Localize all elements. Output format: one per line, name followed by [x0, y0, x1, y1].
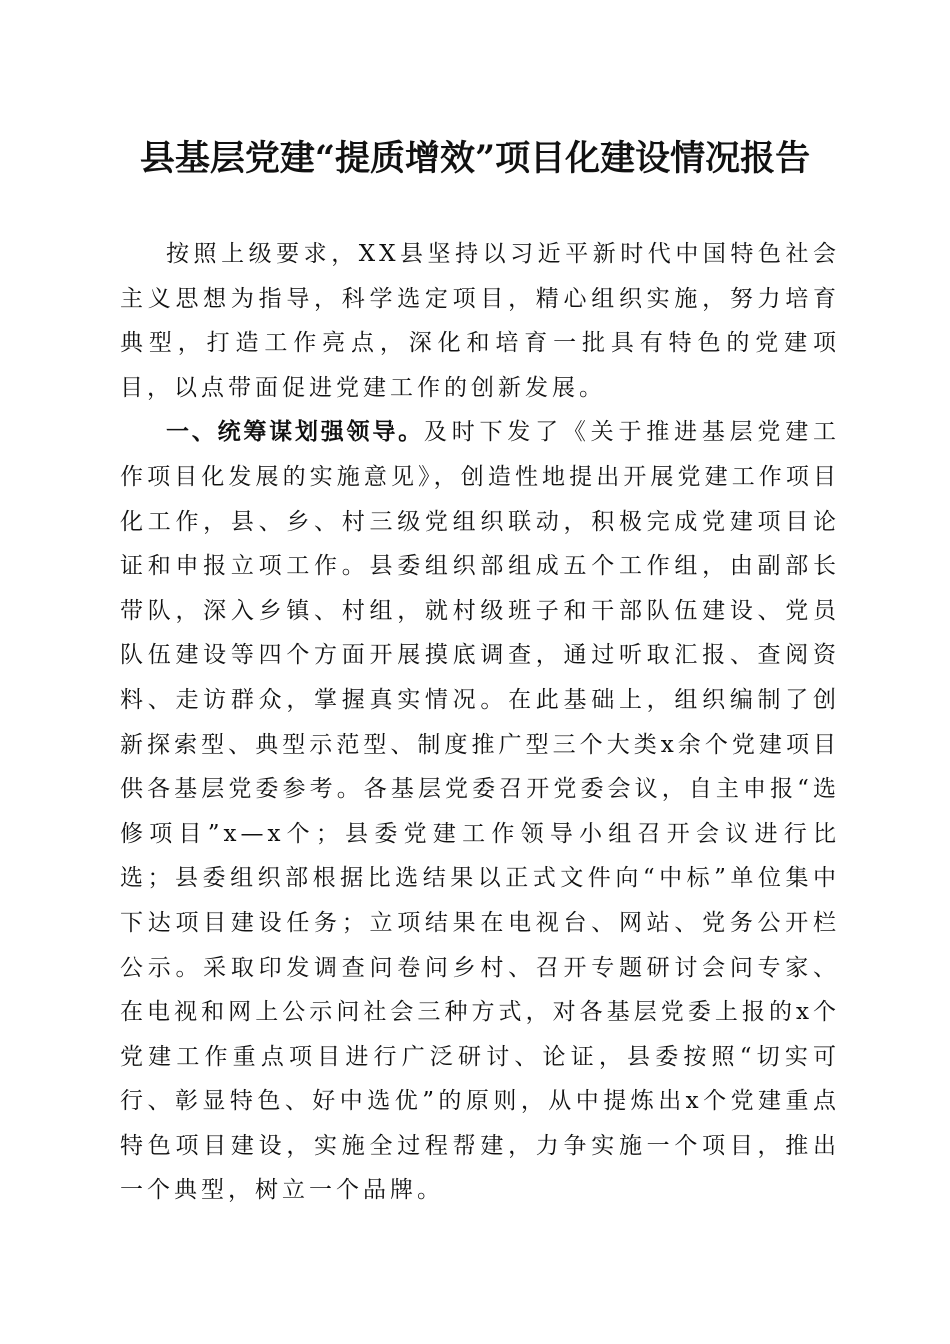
- section-1-paragraph: [120, 410, 840, 1213]
- document-title: 县基层党建“提质增效”项目化建设情况报告: [139, 138, 811, 179]
- section-1-heading: 一、统筹谋划强领导。: [166, 419, 424, 446]
- section-1-text: 及时下发了《关于推进基层党建工作项目化发展的实施意见》，创造性地提出开展党建工作项目化工作，县、乡、村三级党组织联动，积极完成党建项目论证和申报立项工作。县委组织部组成五个工作组，由副部长带队，深入乡镇、村组，就村级班子和干部队伍建设、党员队伍建设等四个方面开展摸底调查，通过听取汇报、查阅资料、走访群众，掌握真实情况。在此基础上，组织编制了创新探索型、典型示范型、制度推广型三个大类x余个党建项目供各基层党委参考。各基层党委召开党委会议，自主申报“选修项目”x—x个；县委党建工作领导小组召开会议进行比选；县委组织部根据比选结果以正式文件向“中标”单位集中下达项目建设任务；立项结果在电视台、网站、党务公开栏公示。采取印发调查问卷问乡村、召开专题研讨会问专家、在电视和网上公示问社会三种方式，对各基层党委上报的x个党建工作重点项目进行广泛研讨、论证，县委按照“切实可行、彰显特色、好中选优”的原则，从中提炼出x个党建重点特色项目建设，实施全过程帮建，力争实施一个项目，推出一个典型，树立一个品牌。: [120, 419, 841, 1204]
- document-body: [120, 232, 840, 1213]
- intro-paragraph: 按照上级要求，XX县坚持以习近平新时代中国特色社会主义思想为指导，科学选定项目，精心组织实施，努力培育典型，打造工作亮点，深化和培育一批具有特色的党建项目，以点带面促进党建工作的创新发展。: [120, 241, 840, 401]
